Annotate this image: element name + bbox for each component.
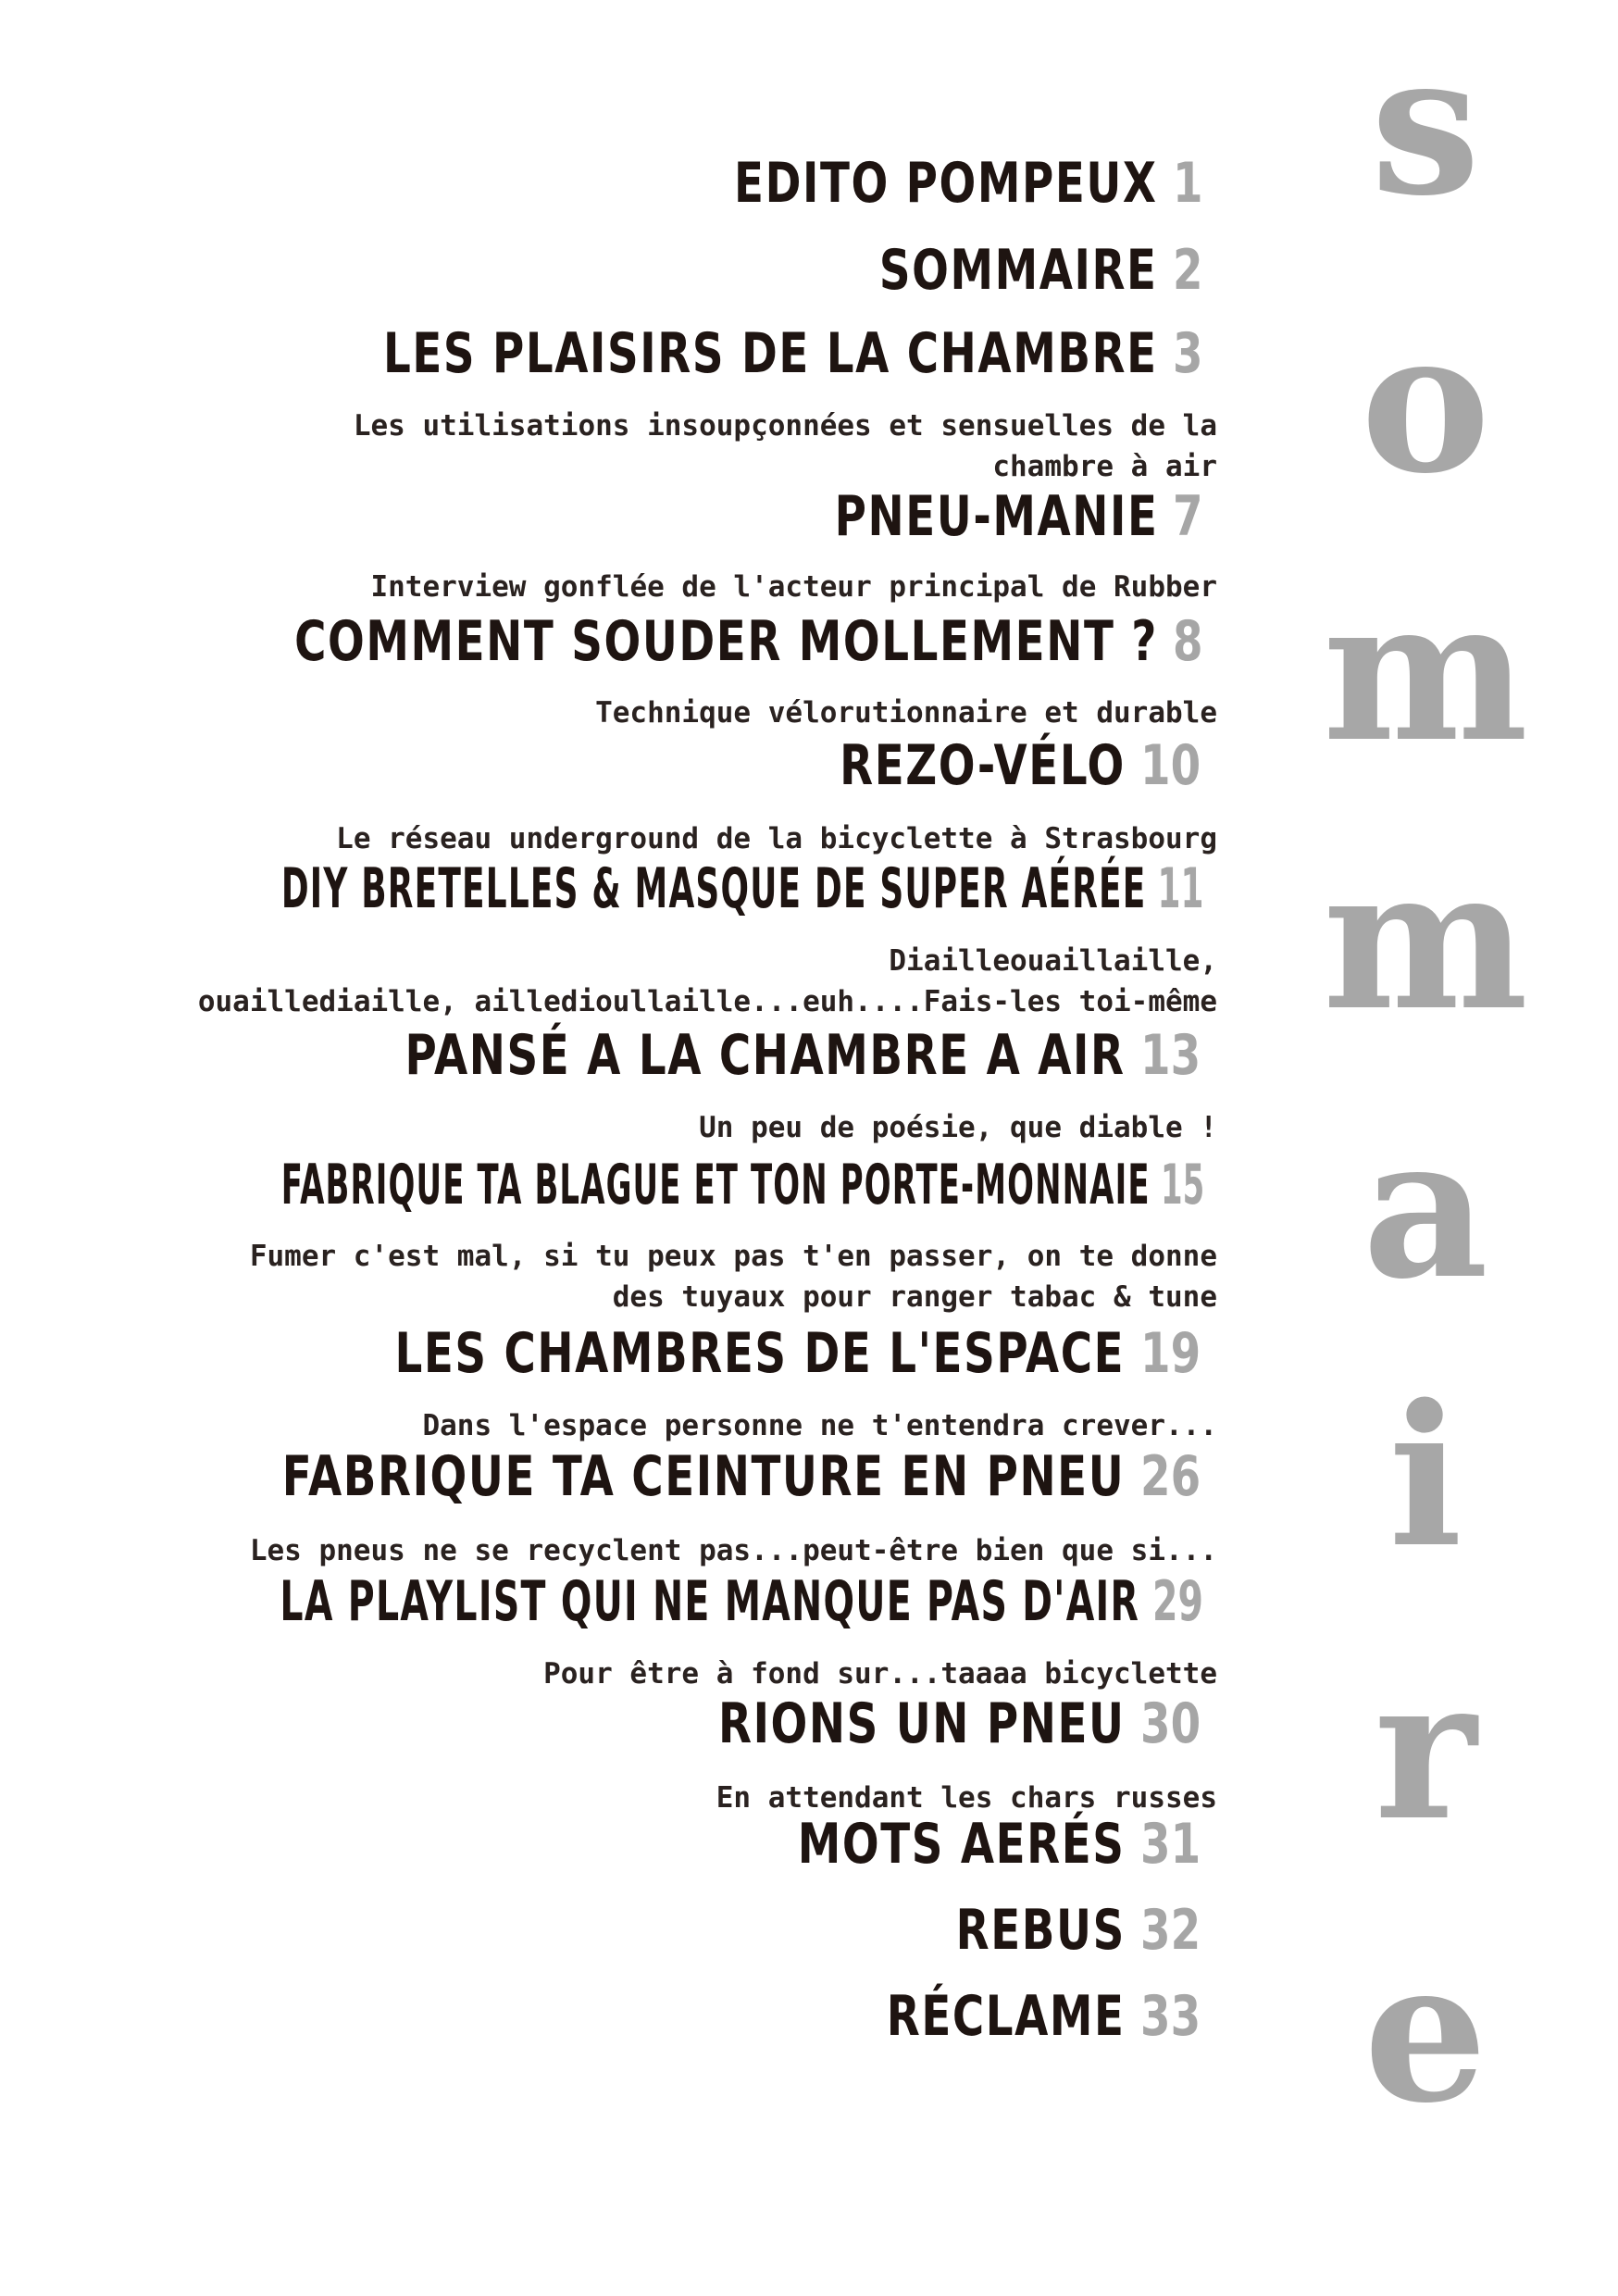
- toc-page-number: 7: [1173, 484, 1203, 549]
- toc-entry-title: [36, 1153, 1217, 1217]
- toc-entry-description: [250, 1530, 1217, 1571]
- toc-entry-label: LES PLAISIRS DE LA CHAMBRE: [383, 321, 1158, 386]
- toc-entry-title: [37, 856, 1217, 921]
- toc-page-number: 1: [1173, 151, 1203, 216]
- toc-entry-title: [819, 1984, 1217, 2049]
- side-word-letter: s: [1370, 10, 1481, 239]
- toc-page-number: 15: [1161, 1153, 1205, 1217]
- toc-entry-title: [37, 1569, 1217, 1634]
- toc-entry-label: REBUS: [955, 1898, 1126, 1963]
- toc-entry-label: REZO-VÉLO: [839, 733, 1126, 798]
- toc-description-line: Fumer c'est mal, si tu peux pas t'en passer, on te donne: [249, 1240, 1217, 1273]
- toc-entry-label: RIONS UN PNEU: [717, 1691, 1126, 1756]
- vertical-sommaire-word: [1287, 10, 1564, 2287]
- toc-entry-title: [604, 1691, 1217, 1756]
- toc-description-line: Diailleouaillaille,: [889, 944, 1217, 978]
- toc-page-number: 31: [1139, 1812, 1201, 1877]
- side-word-letter: a: [1362, 1093, 1489, 1322]
- toc-entry-label: MOTS AERÉS: [797, 1812, 1126, 1877]
- toc-page-number: 3: [1173, 321, 1203, 386]
- toc-description-line: En attendant les chars russes: [716, 1781, 1217, 1815]
- toc-entry-title: [202, 1023, 1217, 1088]
- toc-page-number: 26: [1139, 1444, 1201, 1509]
- toc-entry-title: [615, 151, 1217, 216]
- toc-entry-description: [354, 406, 1217, 487]
- toc-entry-title: [189, 1321, 1217, 1386]
- side-word-letter: i: [1388, 1362, 1462, 1591]
- table-of-contents: [37, 0, 1217, 2296]
- toc-entry-title: [51, 609, 1217, 674]
- side-word-letter: m: [1322, 556, 1529, 785]
- side-word-letter: r: [1374, 1635, 1477, 1864]
- toc-entry-description: [198, 941, 1217, 1022]
- toc-description-line: Les pneus ne se recyclent pas...peut-être bien que si...: [249, 1534, 1217, 1567]
- toc-entry-label: SOMMAIRE: [879, 238, 1158, 303]
- toc-page-number: 10: [1139, 733, 1201, 798]
- toc-entry-title: [165, 321, 1217, 386]
- toc-entry-title: [759, 733, 1217, 798]
- toc-entry-title: [801, 238, 1217, 303]
- toc-page-number: 30: [1139, 1691, 1201, 1756]
- toc-entry-label: RÉCLAME: [886, 1984, 1126, 2049]
- toc-entry-label: LA PLAYLIST QUI NE MANQUE PAS D'AIR: [280, 1569, 1140, 1634]
- toc-description-line: Interview gonflée de l'acteur principal de Rubber: [370, 570, 1217, 604]
- toc-entry-title: [908, 1898, 1217, 1963]
- toc-description-line: ouaillediaille, ailledioullaille...euh....Fais-les toi-même: [197, 985, 1217, 1018]
- toc-description-line: Un peu de poésie, que diable !: [699, 1111, 1217, 1144]
- toc-page-number: 13: [1139, 1023, 1201, 1088]
- toc-entry-label: PANSÉ A LA CHAMBRE A AIR: [404, 1023, 1126, 1088]
- toc-entry-description: [336, 818, 1217, 859]
- toc-description-line: Les utilisations insoupçonnées et sensuelles de la: [353, 409, 1217, 443]
- toc-entry-title: [743, 484, 1217, 549]
- toc-page-number: 2: [1173, 238, 1203, 303]
- toc-entry-label: EDITO POMPEUX: [734, 151, 1158, 216]
- toc-entry-label: PNEU-MANIE: [834, 484, 1158, 549]
- toc-page-number: 29: [1151, 1569, 1203, 1634]
- toc-entry-title: [44, 1444, 1217, 1509]
- side-word-letter: e: [1363, 1917, 1487, 2146]
- side-word-letter: o: [1360, 288, 1491, 517]
- toc-entry-title: [705, 1812, 1217, 1877]
- toc-entry-label: FABRIQUE TA BLAGUE ET TON PORTE-MONNAIE: [280, 1153, 1151, 1217]
- toc-description-line: Le réseau underground de la bicyclette à Strasbourg: [336, 822, 1217, 855]
- toc-description-line: chambre à air: [992, 450, 1217, 483]
- toc-entry-description: [595, 693, 1217, 733]
- toc-description-line: des tuyaux pour ranger tabac & tune: [612, 1280, 1217, 1314]
- toc-entry-label: FABRIQUE TA CEINTURE EN PNEU: [282, 1444, 1126, 1509]
- side-word-letter: m: [1322, 825, 1529, 1054]
- toc-page-number: 8: [1173, 609, 1203, 674]
- toc-page-number: 11: [1157, 856, 1204, 921]
- toc-entry-label: LES CHAMBRES DE L'ESPACE: [394, 1321, 1126, 1386]
- toc-entry-description: [250, 1236, 1217, 1317]
- toc-entry-label: DIY BRETELLES & MASQUE DE SUPER AÉRÉE: [281, 856, 1147, 921]
- toc-entry-label: COMMENT SOUDER MOLLEMENT ?: [294, 609, 1158, 674]
- toc-entry-description: [370, 567, 1217, 607]
- toc-page-number: 32: [1139, 1898, 1201, 1963]
- toc-entry-description: [422, 1405, 1217, 1446]
- toc-page-number: 19: [1139, 1321, 1201, 1386]
- toc-entry-description: [543, 1653, 1217, 1694]
- toc-description-line: Dans l'espace personne ne t'entendra crever...: [422, 1409, 1217, 1442]
- toc-description-line: Technique vélorutionnaire et durable: [595, 696, 1217, 730]
- toc-entry-description: [699, 1107, 1217, 1148]
- toc-page-number: 33: [1139, 1984, 1201, 2049]
- toc-description-line: Pour être à fond sur...taaaa bicyclette: [543, 1657, 1217, 1691]
